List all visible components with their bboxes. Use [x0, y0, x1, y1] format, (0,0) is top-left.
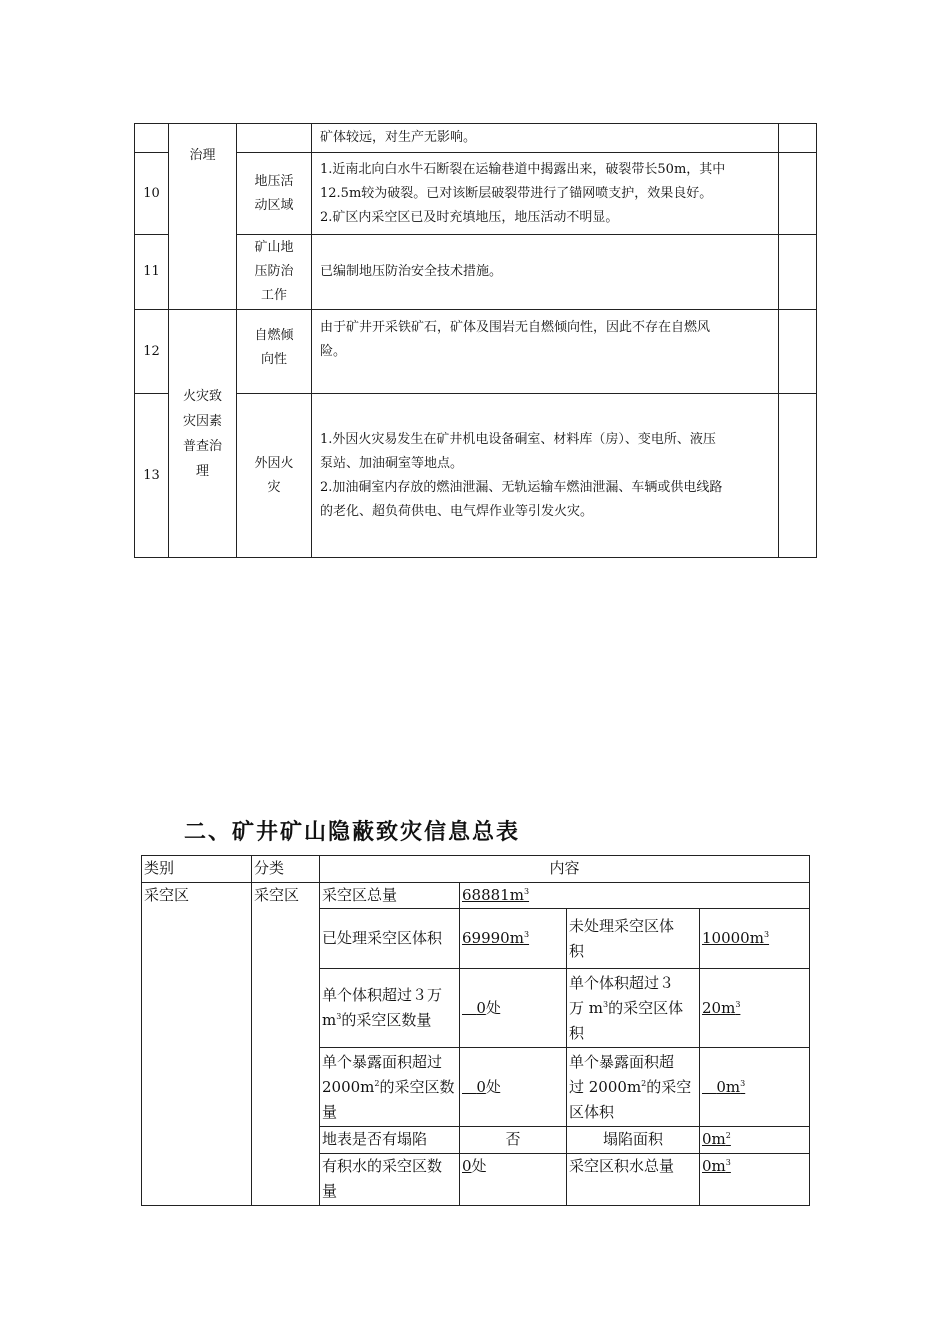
subcategory-cell: [237, 153, 312, 235]
subcategory-cell: [237, 394, 312, 558]
subcategory-text: 压防治: [254, 264, 294, 279]
content-cell: [312, 394, 779, 558]
header-content: 内容: [320, 856, 810, 883]
water-count-label: 有积水的采空区数 量: [320, 1154, 460, 1206]
subcategory-text: 工作: [260, 288, 287, 303]
content-text: 1.近南北向白水牛石断裂在运输巷道中揭露出来，破裂带长50m，其中: [320, 161, 726, 177]
content-cell: [312, 153, 779, 235]
big-area-vol-label: 单个暴露面积超 过 $2000m^2$的采空 区体积: [567, 1048, 700, 1127]
header-row: [142, 856, 810, 883]
unprocessed-label: 未处理采空区体 积: [567, 909, 700, 969]
subcategory-text: 灾: [267, 479, 281, 495]
category-label: 火灾致 灾因素 普查治 理: [182, 388, 222, 479]
big-volume-vol-value: $20m^3$: [700, 969, 810, 1048]
category-label: 治理: [189, 148, 216, 163]
content-text: 2.加油硐室内存放的燃油泄漏、无轨运输车燃油泄漏、车辆或供电线路: [320, 479, 723, 495]
processed-value: $69990m^3$: [460, 909, 567, 969]
subcategory-text: 向性: [260, 352, 287, 367]
hazard-survey-table: [134, 123, 817, 558]
subcategory-text: 自燃倾: [254, 328, 294, 343]
header-subcategory: 分类: [252, 856, 320, 883]
goaf-summary-table: [141, 855, 810, 1206]
category-cell-fire: [169, 310, 237, 558]
section-heading: 二、矿井矿山隐蔽致灾信息总表: [184, 819, 521, 845]
total-label: 采空区总量: [320, 883, 460, 909]
content-text: 由于矿井开采铁矿石，矿体及围岩无自燃倾向性，因此不存在自燃风: [320, 320, 711, 335]
subcategory-text: 矿山地: [254, 240, 294, 255]
remark-cell: [779, 153, 817, 235]
table-row: [135, 394, 817, 558]
collapse-area-label: 塌陷面积: [567, 1127, 700, 1154]
subcategory-cell: [237, 235, 312, 310]
processed-label: 已处理采空区体积: [320, 909, 460, 969]
remark-cell: [779, 235, 817, 310]
table-row: [135, 153, 817, 235]
row-number: 13: [135, 394, 169, 558]
row-number: 12: [135, 310, 169, 394]
subcategory-text: 地压活: [254, 173, 294, 189]
content-text: 1.外因火灾易发生在矿井机电设备硐室、材料库（房）、变电所、液压: [320, 431, 716, 447]
content-text: 已编制地压防治安全技术措施。: [320, 264, 503, 279]
total-value: $68881m^3$: [460, 883, 810, 909]
collapse-value: 否: [460, 1127, 567, 1154]
header-category: 类别: [142, 856, 252, 883]
big-volume-vol-label: 单个体积超过３ 万 $m^3$的采空区体 积: [567, 969, 700, 1048]
num-cell: [135, 124, 169, 153]
subcategory-cell: 采空区: [252, 883, 320, 1206]
unprocessed-value: $10000m^3$: [700, 909, 810, 969]
row-number: 10: [135, 153, 169, 235]
content-text: 险。: [320, 344, 347, 359]
content-text: 的老化、超负荷供电、电气焊作业等引发火灾。: [320, 503, 594, 519]
content-text: 泵站、加油硐室等地点。: [320, 455, 464, 471]
big-area-count-value: 0处: [460, 1048, 567, 1127]
content-text: 2.矿区内采空区已及时充填地压，地压活动不明显。: [320, 209, 619, 225]
subcategory-cell: [237, 310, 312, 394]
subcategory-text: 动区域: [254, 197, 294, 213]
water-count-value: 0处: [460, 1154, 567, 1206]
row-number: 11: [135, 235, 169, 310]
collapse-area-value: $0m^2$: [700, 1127, 810, 1154]
content-cell: [312, 124, 779, 153]
table-row: [135, 124, 817, 153]
subcategory-text: 外因火: [254, 455, 294, 471]
content-text: 矿体较远，对生产无影响。: [320, 130, 477, 145]
big-area-vol-value: $0m^3$: [700, 1048, 810, 1127]
table-row: [135, 310, 817, 394]
big-volume-count-value: 0处: [460, 969, 567, 1048]
table-row: [135, 235, 817, 310]
content-text: 12.5m较为破裂。已对该断层破裂带进行了锚网喷支护，效果良好。: [320, 185, 713, 201]
subcategory-cell: [237, 124, 312, 153]
remark-cell: [779, 310, 817, 394]
category-cell: 采空区: [142, 883, 252, 1206]
remark-cell: [779, 124, 817, 153]
table-row: [142, 883, 810, 909]
remark-cell: [779, 394, 817, 558]
content-cell: [312, 235, 779, 310]
water-total-label: 采空区积水总量: [567, 1154, 700, 1206]
content-cell: [312, 310, 779, 394]
collapse-label: 地表是否有塌陷: [320, 1127, 460, 1154]
big-volume-count-label: 单个体积超过３万 $m^3$的采空区数量: [320, 969, 460, 1048]
category-cell-governance: [169, 124, 237, 310]
water-total-value: $0m^3$: [700, 1154, 810, 1206]
big-area-count-label: 单个暴露面积超过 $2000m^2$的采空区数 量: [320, 1048, 460, 1127]
